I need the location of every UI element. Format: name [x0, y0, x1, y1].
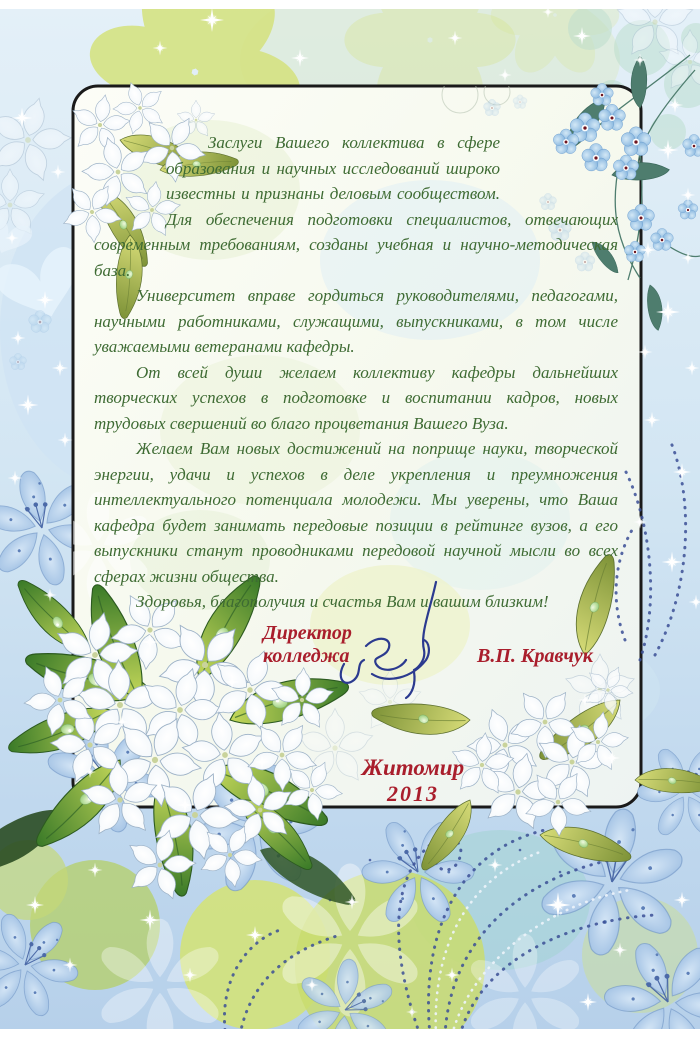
footer-city: Житомир: [361, 755, 465, 780]
letter-body: [94, 130, 618, 615]
paragraph-3: От всей души желаем коллективу кафедры дальнейших творческих успехов в подготовке и воспитании кадров, новых трудовых свершений во благо процветания Вашего Вуза.: [94, 362, 618, 433]
text-wrap-spacer-left: [94, 130, 166, 230]
paragraph-2: Университет вправе гордиться руководителями, педагогами, научными работниками, служащими, выпускниками, в том числе уважаемыми ветеранами кафедры.: [94, 286, 618, 356]
paragraph-5: Здоровья, благополучия и счастья Вам и вашим близким!: [136, 592, 549, 611]
text-wrap-spacer-right: [500, 130, 618, 200]
paragraph-1: Заслуги Вашего коллектива в сфере образования и научных исследований широко известны и признаны деловым сообществом. Для обеспечения подготовки специалистов, отвечающих современным требованиям, созданы учебная и научно-методическая база.: [94, 133, 618, 280]
footer-city-year: [338, 754, 488, 807]
footer-year: 2013: [387, 781, 439, 806]
paragraph-4: Желаем Вам новых достижений на поприще науки, творческой энергии, удачи и успехов в деле укрепления и преумножения интеллектуального потенциала молодежи. Мы уверены, что Ваша кафедра будет занимать передовые позиции в рейтинге вузов, а его выпускники станут проводниками передовой научной мысли во всех сферах жизни общества.: [94, 439, 618, 586]
signature-scribble: [318, 576, 468, 706]
signer-name: В.П. Кравчук: [477, 645, 593, 667]
signer-title: Директор колледжа: [263, 622, 352, 667]
